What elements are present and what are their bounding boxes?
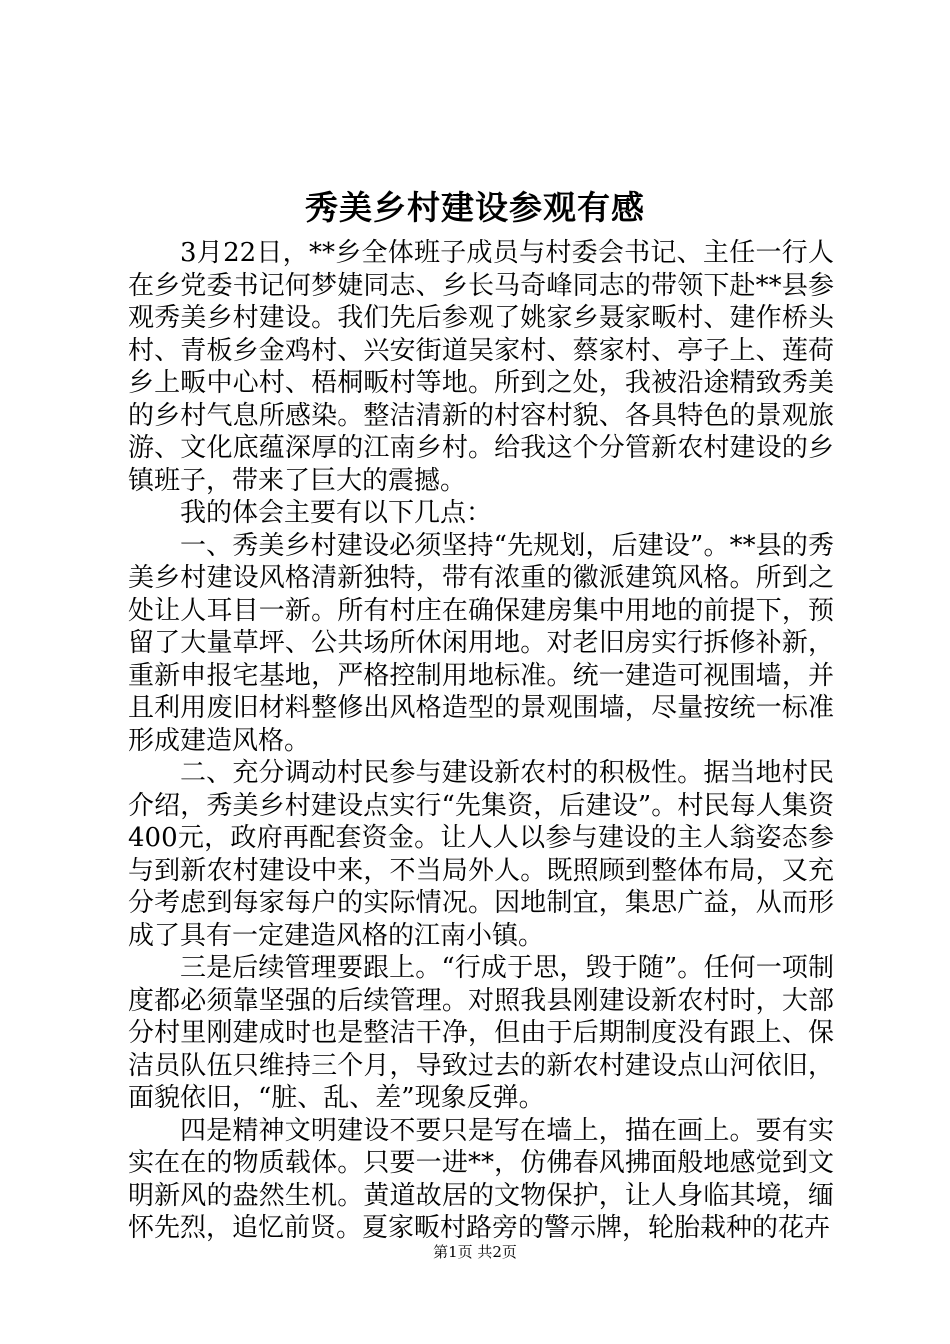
paragraph-summary-lead: 我的体会主要有以下几点： bbox=[180, 498, 493, 528]
paragraph-intro: 3月22日，**乡全体班子成员与村委会书记、主任一行人在乡党委书记何梦婕同志、乡长马奇峰同志的带领下赴**县参观秀美乡村建设。我们先后参观了姚家乡聂家畈村、建作桥头村、青板乡金鸡村、兴安街道吴家村、蔡家村、亭子上、莲荷乡上畈中心村、梧桐畈村等地。所到之处，我被沿途精致秀美的乡村气息所感染。整洁清新的村容村貌、各具特色的景观旅游、文化底蕴深厚的江南乡村。给我这个分管新农村建设的乡镇班子，带来了巨大的震撼。 bbox=[128, 238, 834, 496]
paragraph-point-two: 二、充分调动村民参与建设新农村的积极性。据当地村民介绍，秀美乡村建设点实行“先集资，后建设”。村民每人集资400元，政府再配套资金。让人人以参与建设的主人翁姿态参与到新农村建设中来，不当局外人。既照顾到整体布局，又充分考虑到每家每户的实际情况。因地制宜，集思广益，从而形成了具有一定建造风格的江南小镇。 bbox=[128, 758, 834, 951]
paragraph-point-one: 一、秀美乡村建设必须坚持“先规划，后建设”。**县的秀美乡村建设风格清新独特，带有浓重的徽派建筑风格。所到之处让人耳目一新。所有村庄在确保建房集中用地的前提下，预留了大量草坪、公共场所休闲用地。对老旧房实行拆修补新，重新申报宅基地，严格控制用地标准。统一建造可视围墙，并且利用废旧材料整修出风格造型的景观围墙，尽量按统一标准形成建造风格。 bbox=[128, 530, 834, 756]
paragraph-point-three: 三是后续管理要跟上。“行成于思，毁于随”。任何一项制度都必须靠坚强的后续管理。对照我县刚建设新农村时，大部分村里刚建成时也是整洁干净，但由于后期制度没有跟上、保洁员队伍只维持三个月，导致过去的新农村建设点山河依旧，面貌依旧，“脏、乱、差”现象反弹。 bbox=[128, 953, 834, 1113]
paragraph-point-four: 四是精神文明建设不要只是写在墙上，描在画上。要有实实在在的物质载体。只要一进**，仿佛春风拂面般地感觉到文明新风的盎然生机。黄道故居的文物保护，让人身临其境，缅怀先烈，追忆前贤。夏家畈村路旁的警示牌，轮胎栽种的花卉 bbox=[128, 1115, 834, 1243]
page-footer: 第1页 共2页 bbox=[433, 1243, 517, 1261]
page-title: 秀美乡村建设参观有感 bbox=[305, 188, 645, 227]
document-body bbox=[128, 237, 834, 1245]
